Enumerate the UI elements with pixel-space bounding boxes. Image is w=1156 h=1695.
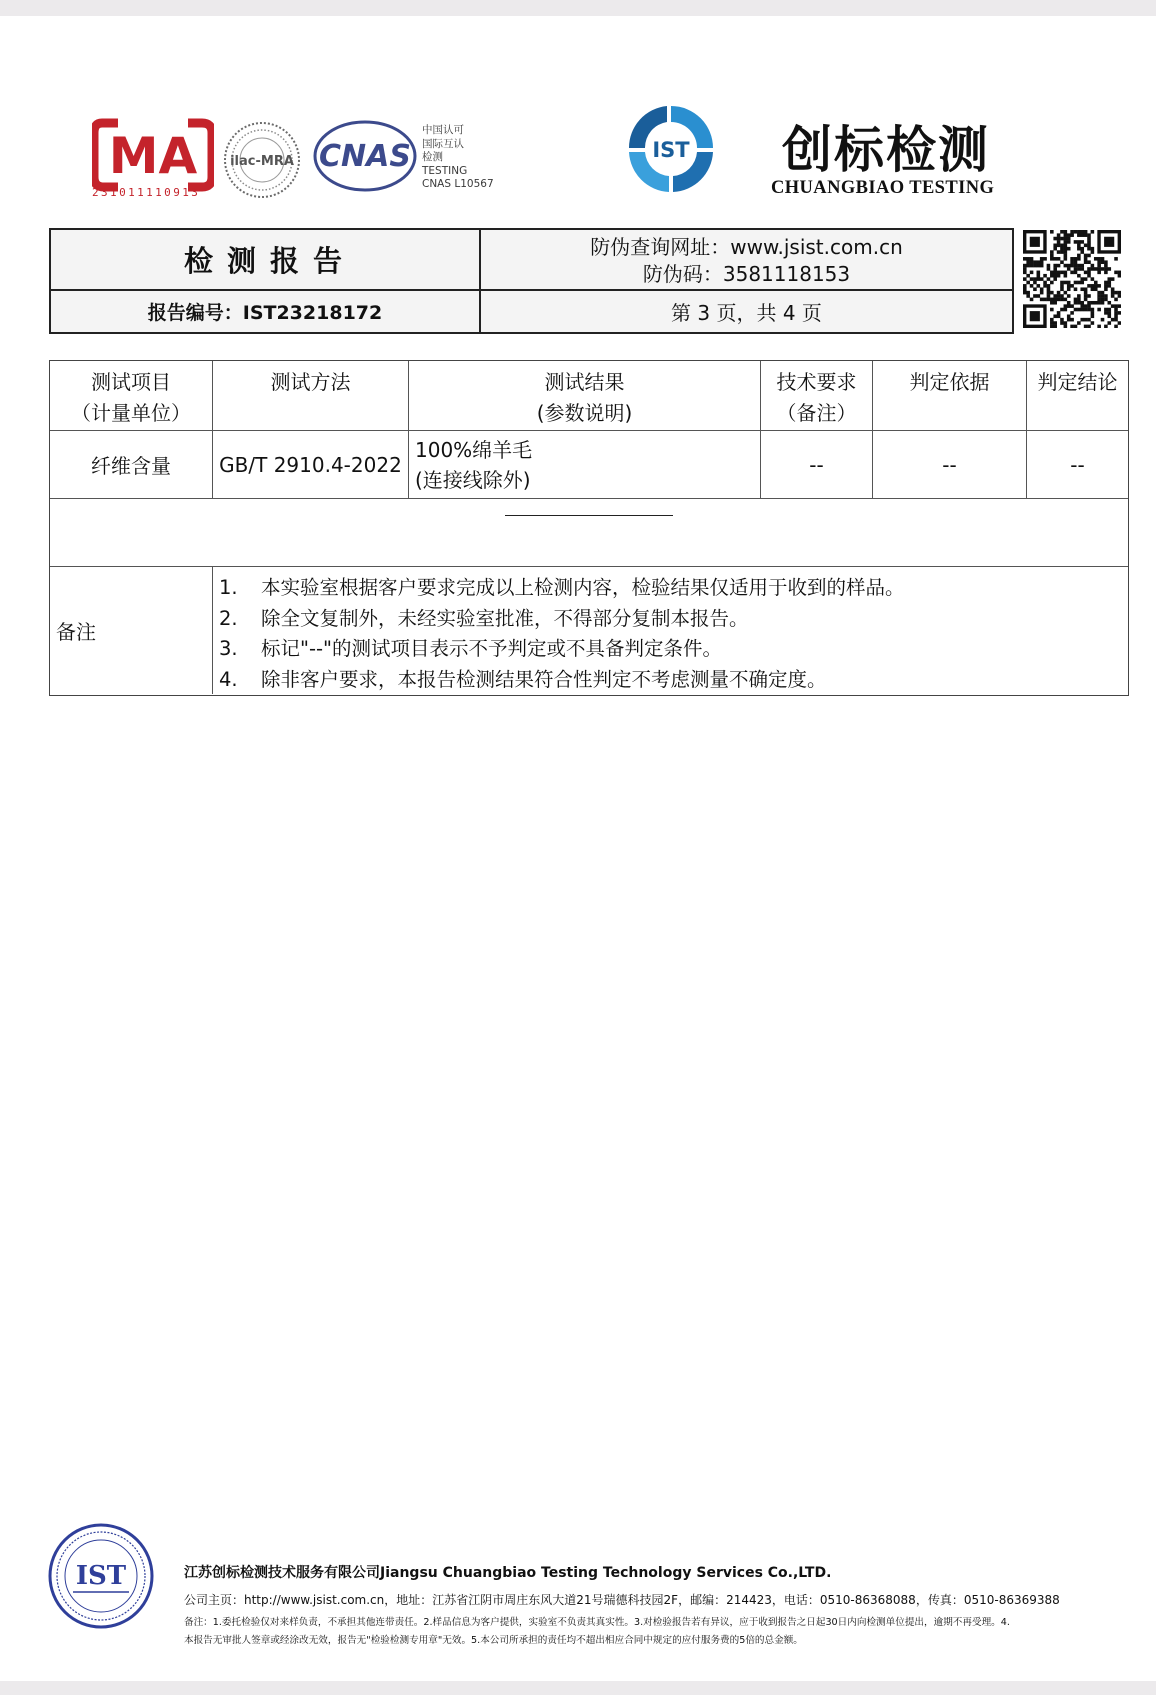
note-text: 除非客户要求，本报告检测结果符合性判定不考虑测量不确定度。	[261, 667, 827, 691]
note-number: 3.	[219, 637, 238, 660]
header-test-result	[409, 361, 761, 431]
cnas-logo	[312, 118, 418, 194]
note-text: 本实验室根据客户要求完成以上检测内容，检验结果仅适用于收到的样品。	[261, 576, 905, 599]
report-info-box	[49, 228, 1014, 334]
footer-notes-line: 本报告无审批人签章或经涂改无效，报告无"检验检测专用章"无效。5.本公司所承担的责任均不超出相应合同中规定的应付服务费的5倍的总金额。	[184, 1635, 803, 1646]
note-item	[219, 634, 1128, 665]
ist-logo	[621, 100, 721, 198]
notes-list	[213, 567, 1128, 694]
header-text: （备注）	[776, 401, 857, 425]
footer-contact: 公司主页：http://www.jsist.com.cn，地址：江苏省江阴市周庄东风大道21号瑞德科技园2F，邮编：214423，电话：0510-86368088，传真：0510-86369388	[184, 1593, 1060, 1607]
header-text: 测试方法	[270, 370, 351, 394]
verify-url: 防伪查询网址：www.jsist.com.cn	[590, 235, 903, 259]
note-text: 除全文复制外，未经实验室批准，不得部分复制本报告。	[261, 606, 749, 630]
cell-result	[409, 431, 761, 499]
notes-label: 备注	[50, 567, 213, 694]
cma-number: 231011110913	[92, 186, 201, 199]
report-title: 检测报告	[51, 230, 481, 291]
header-text: 技术要求	[776, 370, 857, 394]
note-number: 1.	[219, 576, 238, 599]
svg-text:CNAS: CNAS	[319, 139, 411, 174]
note-item	[219, 665, 1128, 696]
test-results-table	[49, 360, 1129, 696]
cell-requirement: --	[761, 431, 873, 499]
header-text: (参数说明)	[536, 401, 633, 425]
cell-method: GB/T 2910.4-2022	[213, 431, 409, 499]
note-number: 4.	[219, 667, 238, 691]
cnas-line: 中国认可	[422, 124, 464, 136]
note-item	[219, 604, 1128, 635]
note-text: 标记"--"的测试项目表示不予判定或不具备判定条件。	[261, 637, 723, 660]
report-number: 报告编号：IST23218172	[51, 291, 481, 332]
page-info: 第 3 页，共 4 页	[481, 291, 1012, 332]
header-text: 判定依据	[909, 370, 990, 394]
brand-name-cn: 创标检测	[782, 120, 990, 179]
header-text: 测试项目	[91, 370, 171, 394]
cnas-line: CNAS L10567	[422, 178, 494, 190]
header-text: （计量单位）	[71, 401, 191, 425]
blank-row	[50, 499, 1128, 567]
svg-text:IST: IST	[652, 138, 690, 162]
ilac-mra-logo	[222, 120, 302, 200]
header-basis	[873, 361, 1027, 431]
cnas-line: TESTING	[422, 164, 468, 177]
cnas-line: 检测	[422, 151, 443, 163]
footer-notes	[184, 1614, 1129, 1650]
footer-company: 江苏创标检测技术服务有限公司Jiangsu Chuangbiao Testing Technology Services Co.,LTD.	[184, 1565, 832, 1581]
svg-text:IST: IST	[75, 1561, 127, 1591]
header-test-method	[213, 361, 409, 431]
footer-notes-line: 备注：1.委托检验仅对来样负责，不承担其他连带责任。2.样品信息为客户提供，实验室不负责其真实性。3.对检验报告若有异议，应于收到报告之日起30日内向检测单位提出，逾期不再受理。4.	[184, 1617, 1010, 1628]
brand-name-en: CHUANGBIAO TESTING	[771, 178, 995, 198]
header-text: 测试结果	[544, 370, 625, 394]
cnas-line: 国际互认	[422, 137, 464, 150]
end-of-data-line	[505, 515, 673, 516]
cell-item: 纤维含量	[50, 431, 213, 499]
result-text: (连接线除外)	[415, 468, 531, 492]
note-number: 2.	[219, 606, 238, 630]
svg-text:MA: MA	[108, 127, 198, 185]
verify-code: 防伪码：3581118153	[642, 262, 851, 286]
verification-info	[481, 230, 1012, 291]
header-tech-requirement	[761, 361, 873, 431]
cell-basis: --	[873, 431, 1027, 499]
svg-text:ilac-MRA: ilac-MRA	[230, 154, 294, 169]
note-item	[219, 573, 1128, 604]
result-text: 100%绵羊毛	[415, 438, 533, 462]
header-text: 判定结论	[1037, 370, 1118, 394]
cell-conclusion: --	[1027, 431, 1128, 499]
cnas-accreditation-text	[422, 124, 494, 192]
header-test-item	[50, 361, 213, 431]
qr-code	[1023, 230, 1121, 328]
header-conclusion	[1027, 361, 1128, 431]
ist-stamp-icon	[47, 1522, 155, 1630]
